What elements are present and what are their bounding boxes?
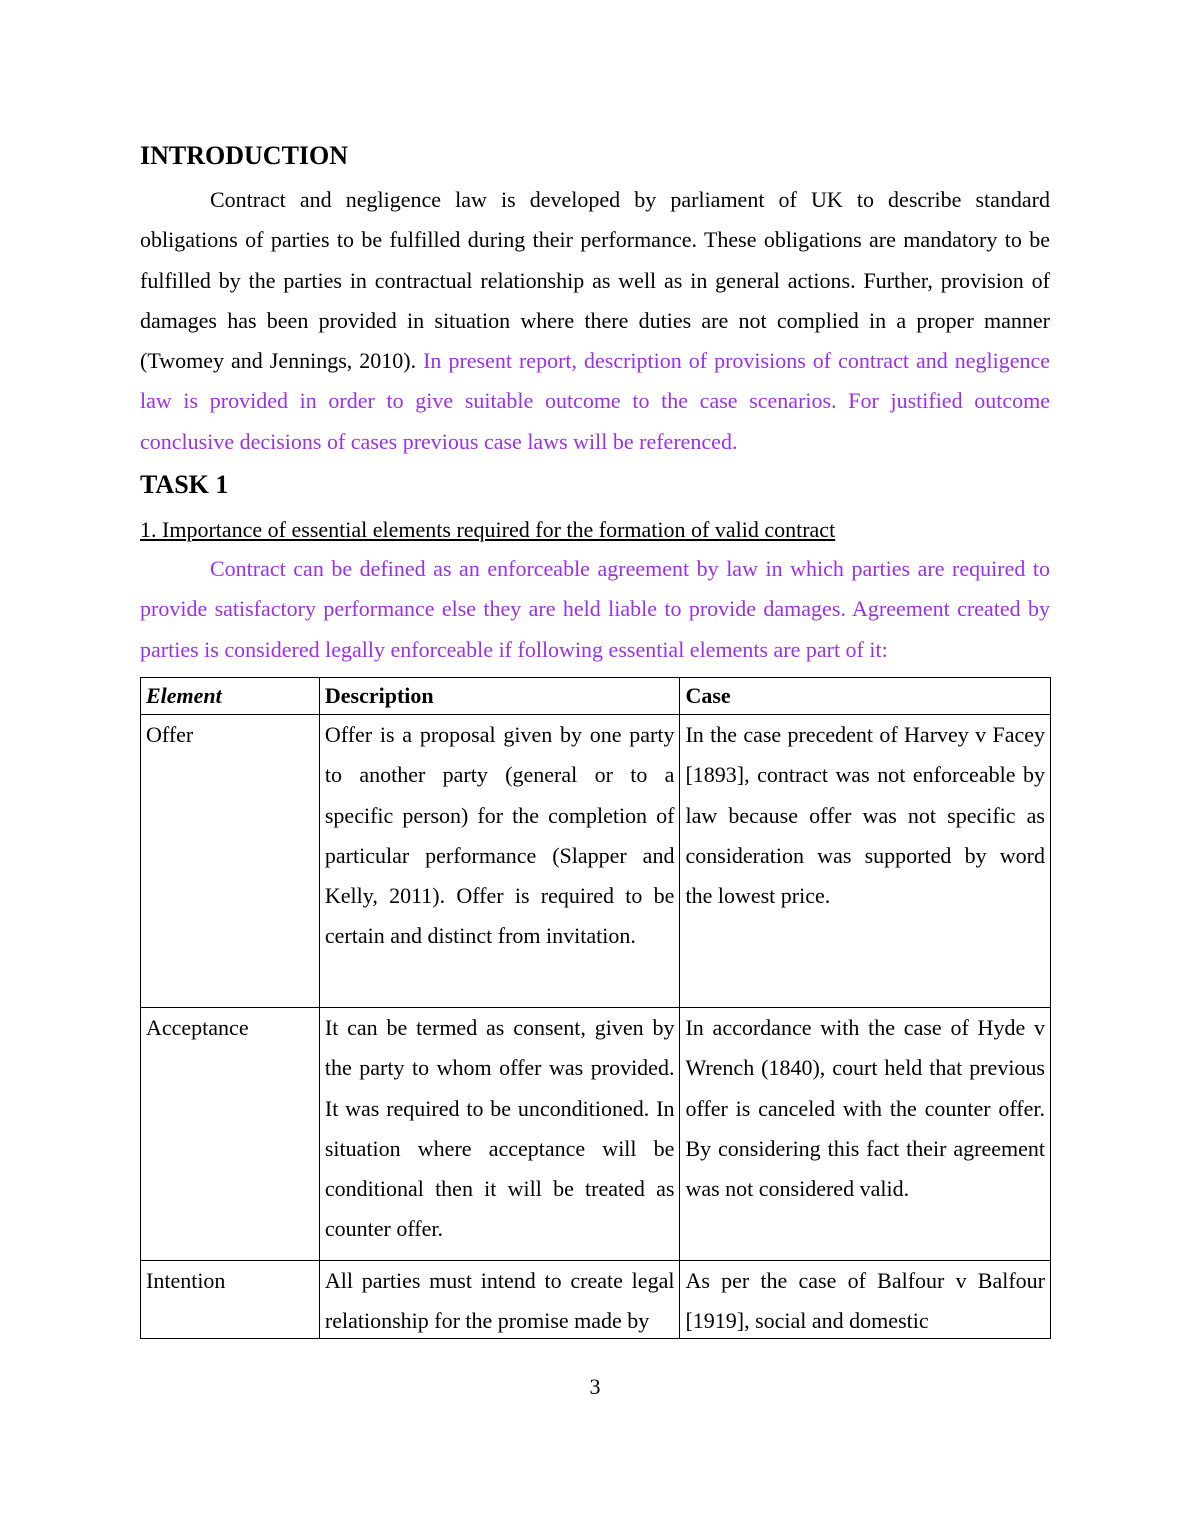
header-description: Description (319, 678, 680, 715)
cell-description: Offer is a proposal given by one party to another party (general or to a specific person) for the completion of particular performance (Slapper and Kelly, 2011). Offer is required to be certain and distinct from invitation. (319, 715, 680, 1008)
task1-heading: TASK 1 (140, 470, 229, 499)
cell-element (141, 1261, 320, 1339)
task1-paragraph (140, 549, 1050, 670)
header-case: Case (680, 678, 1051, 715)
cell-case: In accordance with the case of Hyde v Wrench (1840), court held that previous offer is canceled with the counter offer. By considering this fact their agreement was not considered valid. (680, 1008, 1051, 1261)
introduction-heading: INTRODUCTION (140, 141, 349, 170)
cell-description (319, 1261, 680, 1339)
introduction-text: Contract and negligence law is developed by parliament of UK to describe standard obligations of parties to be fulfilled during their performance. These obligations are mandatory to be fulfilled by the parties in contractual relationship as well as in general actions. Further, provision of damages has been provided in situation where there duties are not complied in a proper manner (Twomey and Jennings, 2010). (140, 187, 1050, 374)
table-header-row (141, 678, 1051, 715)
cell-case (680, 1261, 1051, 1339)
introduction-paragraph (140, 180, 1050, 462)
cell-case: In the case precedent of Harvey v Facey [1893], contract was not enforceable by law because offer was not specific as consideration was supported by word the lowest price. (680, 715, 1051, 1008)
cell-element: Offer (141, 715, 320, 1008)
table-row (141, 1261, 1051, 1339)
task1-subheading: 1. Importance of essential elements required for the formation of valid contract (140, 517, 836, 542)
cell-description-text: All parties must intend to create legal relationship for the promise made by (324, 1268, 675, 1334)
cell-element: Acceptance (141, 1008, 320, 1261)
task1-highlight-text: Contract can be defined as an enforceable agreement by law in which parties are required to provide satisfactory performance else they are held liable to provide damages. Agreement created by parties is considered legally enforceable if following essential elements are part of it: (140, 556, 1050, 662)
introduction-highlight-text: In present report, description of provisions of contract and negligence law is provided in order to give suitable outcome to the case scenarios. For justified outcome conclusive decisions of cases previous case laws will be referenced. (140, 348, 1050, 454)
table-row (141, 715, 1051, 1008)
cell-element-text: Intention (146, 1268, 226, 1293)
page-number: 3 (589, 1374, 601, 1399)
elements-table (140, 677, 1051, 1339)
cell-case-text: As per the case of Balfour v Balfour [1919], social and domestic (685, 1268, 1045, 1334)
cell-description: It can be termed as consent, given by the party to whom offer was provided. It was required to be unconditioned. In situation where acceptance will be conditional then it will be treated as counter offer. (319, 1008, 680, 1261)
table-row (141, 1008, 1051, 1261)
header-element: Element (141, 678, 320, 715)
